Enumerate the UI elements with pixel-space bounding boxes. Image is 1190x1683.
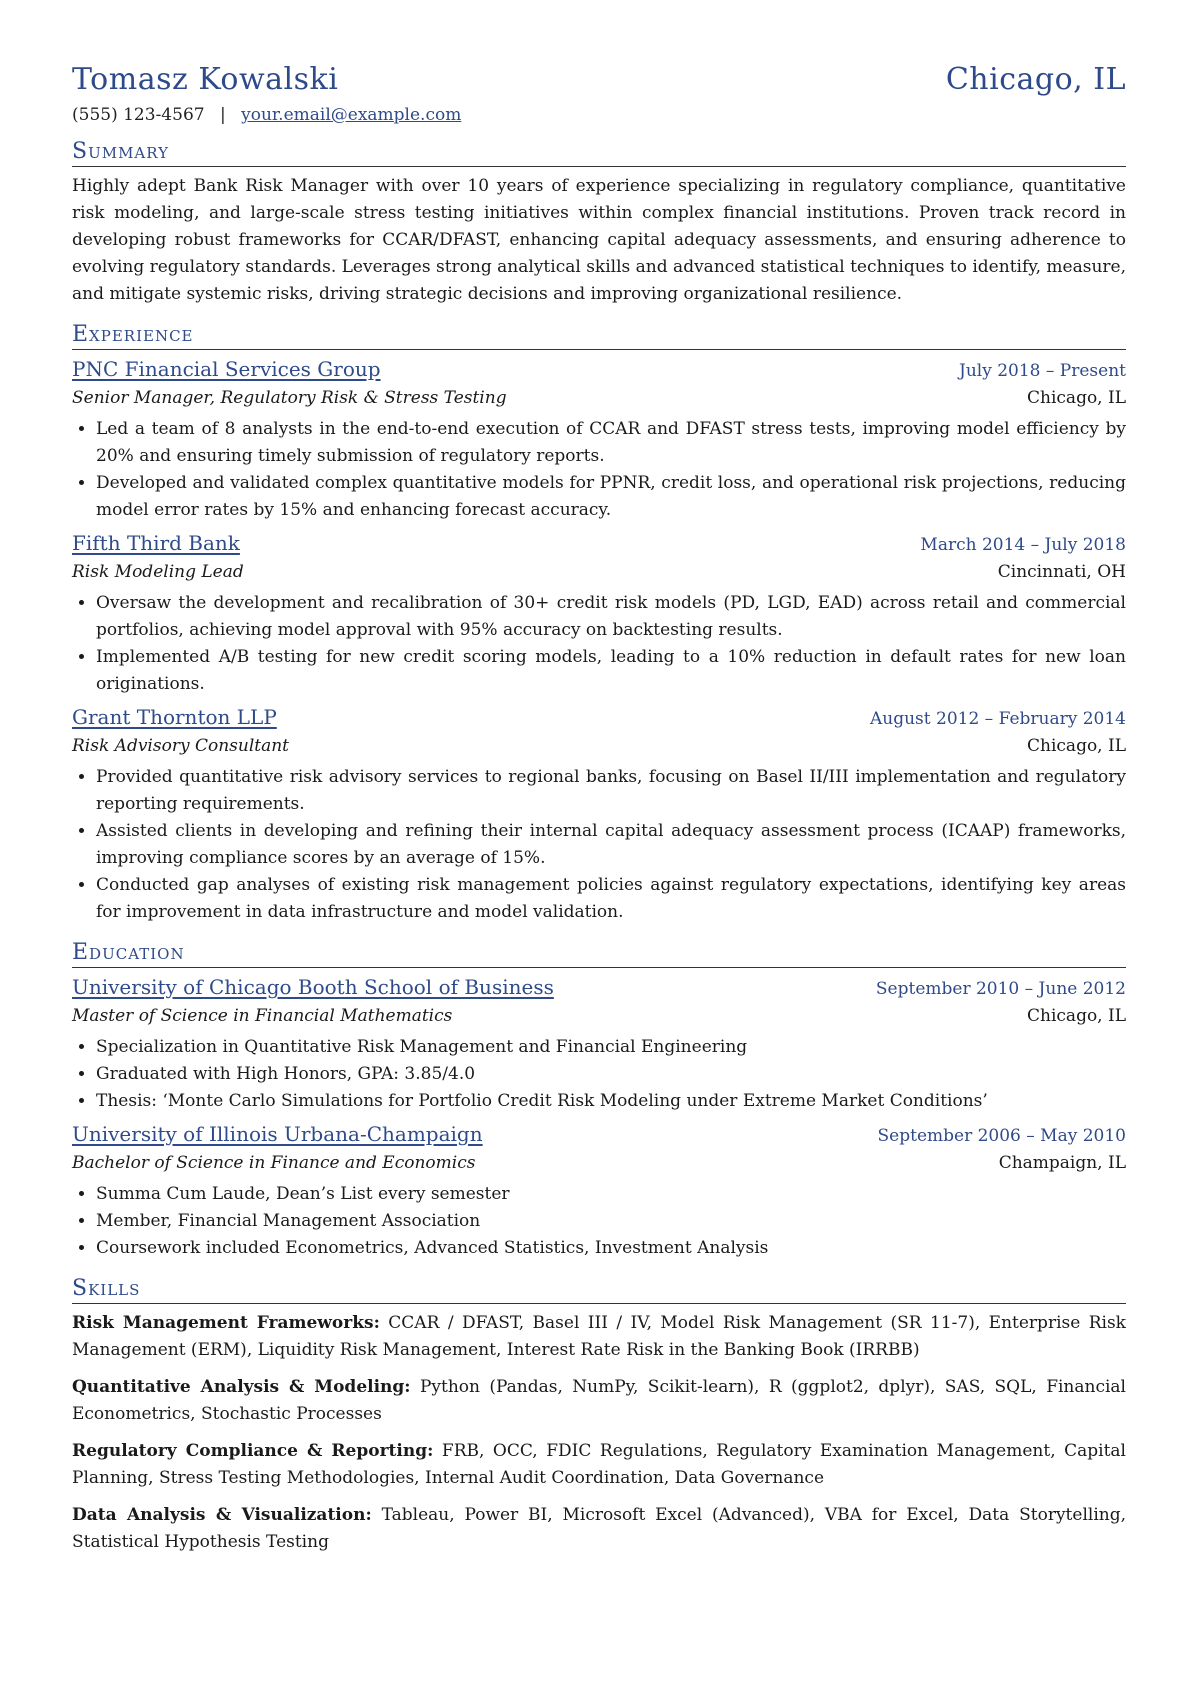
experience-entry bbox=[72, 530, 1126, 698]
entry-location: Chicago, IL bbox=[1027, 736, 1126, 756]
skills-heading: Skills bbox=[72, 1276, 1126, 1304]
resume-content bbox=[72, 62, 1126, 1566]
bullet-item: • Coursework included Econometrics, Advanced Statistics, Investment Analysis bbox=[96, 1235, 1126, 1262]
skill-category: Data Analysis & Visualization: bbox=[72, 1505, 372, 1525]
job-title: Risk Modeling Lead bbox=[72, 562, 244, 582]
skill-values: Tableau, Power BI, Microsoft Excel (Advanced), VBA for Excel, Data Storytelling, Statistical Hypothesis Testing bbox=[72, 1505, 1126, 1552]
skill-row bbox=[72, 1374, 1126, 1428]
skill-values: Python (Pandas, NumPy, Scikit-learn), R (ggplot2, dplyr), SAS, SQL, Financial Econometrics, Stochastic Processes bbox=[72, 1377, 1126, 1424]
bullet-list bbox=[72, 1034, 1126, 1115]
bullet-item: • Thesis: ‘Monte Carlo Simulations for Portfolio Credit Risk Modeling under Extreme Market Conditions’ bbox=[96, 1088, 1126, 1115]
resume-header bbox=[72, 62, 1126, 97]
bullet-item: • Provided quantitative risk advisory services to regional banks, focusing on Basel II/III implementation and regulatory reporting requirements. bbox=[96, 764, 1126, 818]
experience-entry bbox=[72, 704, 1126, 926]
phone-number: (555) 123-4567 bbox=[72, 105, 205, 125]
skill-category: Quantitative Analysis & Modeling: bbox=[72, 1377, 411, 1397]
skill-values: FRB, OCC, FDIC Regulations, Regulatory Examination Management, Capital Planning, Stress Testing Methodologies, Internal Audit Coordination, Data Governance bbox=[72, 1441, 1126, 1488]
bullet-item: • Graduated with High Honors, GPA: 3.85/4.0 bbox=[96, 1061, 1126, 1088]
bullet-item: • Developed and validated complex quantitative models for PPNR, credit loss, and operational risk projections, reducing model error rates by 15% and enhancing forecast accuracy. bbox=[96, 470, 1126, 524]
bullet-list bbox=[72, 416, 1126, 524]
summary-text: Highly adept Bank Risk Manager with over 10 years of experience specializing in regulatory compliance, quantitative risk modeling, and large-scale stress testing initiatives within complex financial institutions. Proven track record in developing robust frameworks for CCAR/DFAST, enhancing capital adequacy assessments, and ensuring adherence to evolving regulatory standards. Leverages strong analytical skills and advanced statistical techniques to identify, measure, and mitigate systemic risks, driving strategic decisions and improving organizational resilience. bbox=[72, 176, 1126, 304]
skills-list bbox=[72, 1310, 1126, 1556]
entry-dates: March 2014 – July 2018 bbox=[920, 535, 1126, 555]
bullet-list bbox=[72, 590, 1126, 698]
candidate-name: Tomasz Kowalski bbox=[72, 62, 339, 97]
entry-location: Chicago, IL bbox=[1027, 1006, 1126, 1026]
employer-link[interactable]: Fifth Third Bank bbox=[72, 531, 240, 555]
bullet-item: • Oversaw the development and recalibration of 30+ credit risk models (PD, LGD, EAD) across retail and commercial portfolios, achieving model approval with 95% accuracy on backtesting results. bbox=[96, 590, 1126, 644]
contact-separator: | bbox=[219, 105, 226, 125]
entry-dates: August 2012 – February 2014 bbox=[869, 709, 1126, 729]
bullet-item: • Member, Financial Management Association bbox=[96, 1208, 1126, 1235]
entry-dates: September 2006 – May 2010 bbox=[877, 1126, 1126, 1146]
email-link[interactable]: your.email@example.com bbox=[241, 105, 462, 125]
skill-row bbox=[72, 1310, 1126, 1364]
bullet-item: • Summa Cum Laude, Dean’s List every semester bbox=[96, 1181, 1126, 1208]
bullet-item: • Implemented A/B testing for new credit scoring models, leading to a 10% reduction in default rates for new loan originations. bbox=[96, 644, 1126, 698]
employer-link[interactable]: Grant Thornton LLP bbox=[72, 705, 277, 729]
bullet-list bbox=[72, 764, 1126, 926]
entry-location: Cincinnati, OH bbox=[997, 562, 1126, 582]
skill-row bbox=[72, 1502, 1126, 1556]
education-entry bbox=[72, 1121, 1126, 1262]
bullet-item: • Led a team of 8 analysts in the end-to-end execution of CCAR and DFAST stress tests, improving model efficiency by 20% and ensuring timely submission of regulatory reports. bbox=[96, 416, 1126, 470]
candidate-location: Chicago, IL bbox=[945, 62, 1126, 97]
education-entry bbox=[72, 974, 1126, 1115]
job-title: Senior Manager, Regulatory Risk & Stress Testing bbox=[72, 388, 507, 408]
school-link[interactable]: University of Illinois Urbana-Champaign bbox=[72, 1122, 483, 1146]
degree-title: Bachelor of Science in Finance and Economics bbox=[72, 1153, 476, 1173]
bullet-list bbox=[72, 1181, 1126, 1262]
entry-dates: September 2010 – June 2012 bbox=[875, 979, 1126, 999]
school-link[interactable]: University of Chicago Booth School of Business bbox=[72, 975, 554, 999]
skill-row bbox=[72, 1438, 1126, 1492]
experience-entry bbox=[72, 356, 1126, 524]
entry-dates: July 2018 – Present bbox=[959, 361, 1126, 381]
job-title: Risk Advisory Consultant bbox=[72, 736, 290, 756]
education-heading: Education bbox=[72, 940, 1126, 968]
contact-line bbox=[72, 105, 1126, 125]
degree-title: Master of Science in Financial Mathematics bbox=[72, 1006, 453, 1026]
employer-link[interactable]: PNC Financial Services Group bbox=[72, 357, 381, 381]
bullet-item: • Specialization in Quantitative Risk Management and Financial Engineering bbox=[96, 1034, 1126, 1061]
entry-location: Chicago, IL bbox=[1027, 388, 1126, 408]
entry-location: Champaign, IL bbox=[998, 1153, 1126, 1173]
bullet-item: • Conducted gap analyses of existing risk management policies against regulatory expectations, identifying key areas for improvement in data infrastructure and model validation. bbox=[96, 872, 1126, 926]
skill-values: CCAR / DFAST, Basel III / IV, Model Risk Management (SR 11-7), Enterprise Risk Management (ERM), Liquidity Risk Management, Interest Rate Risk in the Banking Book (IRRBB) bbox=[72, 1313, 1126, 1360]
skill-category: Risk Management Frameworks: bbox=[72, 1313, 380, 1333]
skill-category: Regulatory Compliance & Reporting: bbox=[72, 1441, 434, 1461]
summary-heading: Summary bbox=[72, 139, 1126, 167]
bullet-item: • Assisted clients in developing and refining their internal capital adequacy assessment process (ICAAP) frameworks, improving compliance scores by an average of 15%. bbox=[96, 818, 1126, 872]
experience-heading: Experience bbox=[72, 322, 1126, 350]
